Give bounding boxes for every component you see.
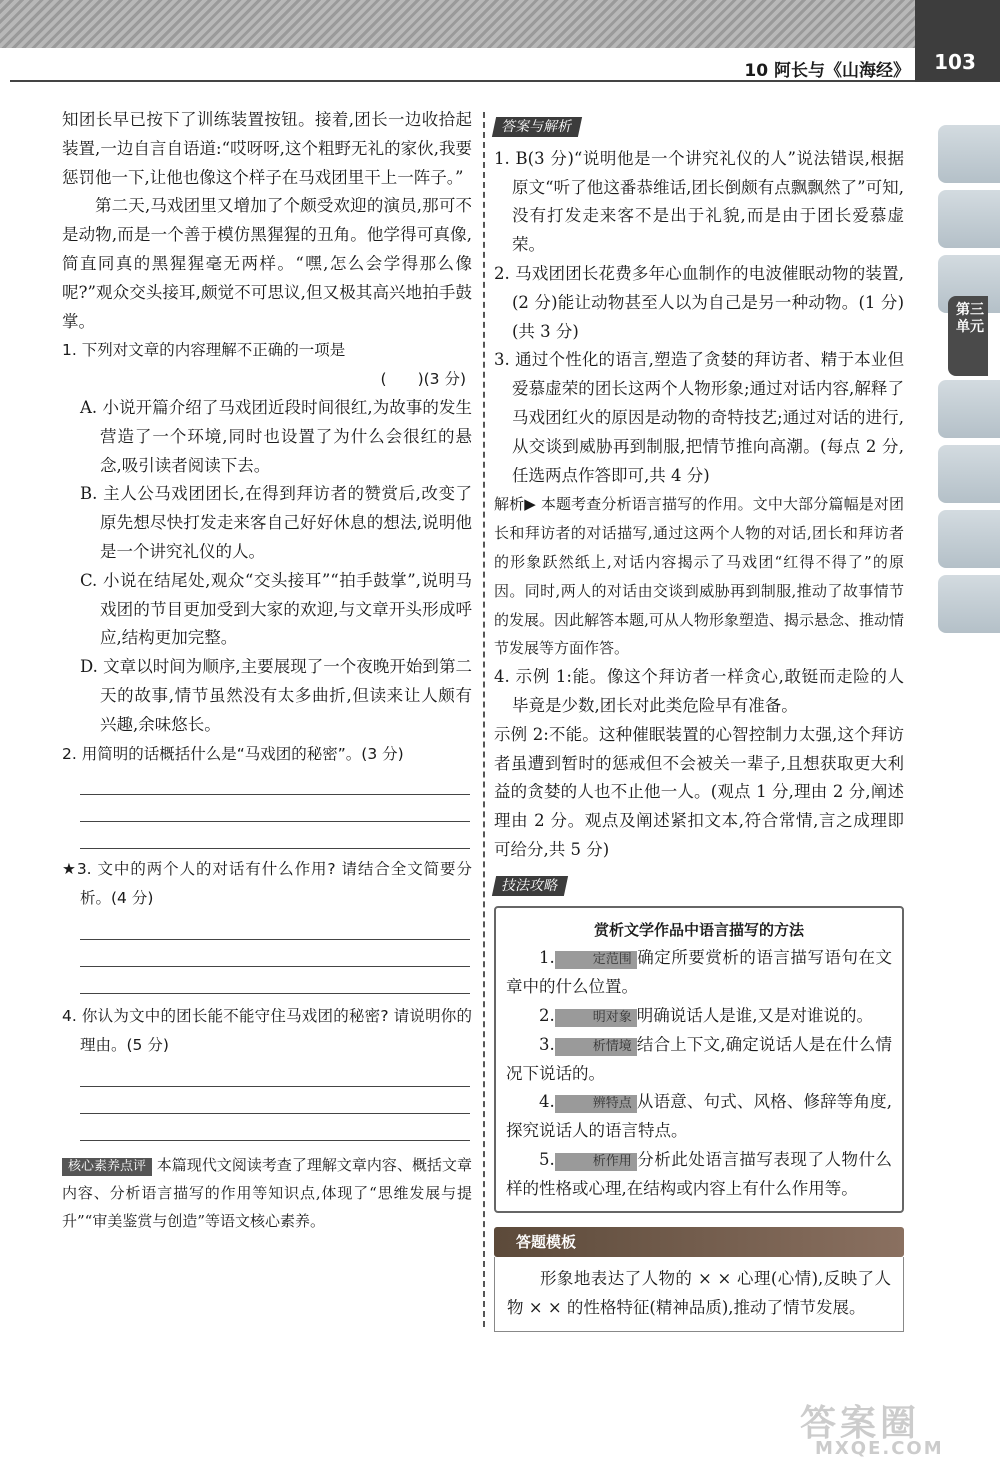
side-tab-unit-three[interactable]: 第三单元	[948, 296, 988, 376]
answer-line[interactable]	[80, 768, 470, 795]
question-1-option-b: B. 主人公马戏团团长,在得到拜访者的赞赏后,改变了原先想尽快打发走来客自己好好休息的想法,说明他是一个讲究礼仪的人。	[80, 484, 472, 561]
story-paragraph-1: 知团长早已按下了训练装置按钮。接着,团长一边收拾起装置,一边自言自语道:“哎呀呀,这个粗野无礼的家伙,我要惩罚他一下,让他也像这个样子在马戏团里干上一阵子。”	[62, 110, 472, 187]
step-tag: 辨特点	[555, 1095, 637, 1113]
answer-3: 3. 通过个性化的语言,塑造了贪婪的拜访者、精于本业但爱慕虚荣的团长这两个人物形象;通过对话内容,解释了马戏团红火的原因是动物的奇特技艺;通过对话的进行,从交谈到威胁再到制服,把情节推向高潮。(每点 2 分,任选两点作答即可,共 4 分)	[494, 350, 904, 485]
question-4: 4. 你认为文中的团长能不能守住马戏团的秘密? 请说明你的理由。(5 分)	[62, 1006, 472, 1054]
right-column	[494, 112, 904, 1332]
step-tag: 析作用	[555, 1153, 637, 1171]
answer-line[interactable]	[80, 1114, 470, 1141]
question-1-option-c: C. 小说在结尾处,观众“交头接耳”“拍手鼓掌”,说明马戏团的节目更加受到大家的欢迎,与文章开头形成呼应,结构更加完整。	[80, 570, 472, 648]
watermark-logo: 答案圈	[800, 1403, 921, 1444]
answer-analysis-tag: 答案与解析	[492, 117, 582, 137]
column-divider	[483, 112, 485, 1327]
core-literacy-comment	[62, 1151, 472, 1235]
technique-tag: 技法攻略	[492, 876, 568, 896]
step-tag: 定范围	[555, 951, 637, 969]
page-number: 103	[934, 50, 976, 74]
question-1-score: ( )(3 分)	[380, 370, 466, 389]
left-column	[62, 106, 472, 1235]
answer-line[interactable]	[80, 1060, 470, 1087]
step-tag: 明对象	[555, 1009, 637, 1027]
answer-4-example-1: 4. 示例 1:能。像这个拜访者一样贪心,敢铤而走险的人毕竟是少数,团长对此类危险早有准备。	[494, 667, 904, 715]
technique-title: 赏析文学作品中语言描写的方法	[593, 920, 804, 939]
answer-template-box	[494, 1257, 904, 1332]
answer-line[interactable]	[80, 913, 470, 940]
answer-line[interactable]	[80, 795, 470, 822]
question-1-option-a: A. 小说开篇介绍了马戏团近段时间很红,为故事的发生营造了一个环境,同时也设置了为什么会很红的悬念,吸引读者阅读下去。	[80, 397, 472, 475]
answer-template-header: 答题模板	[494, 1227, 904, 1257]
question-3: ★3. 文中的两个人的对话有什么作用? 请结合全文简要分析。(4 分)	[62, 860, 472, 908]
answer-template-text: 形象地表达了人物的 × × 心理(心情),反映了人物 × × 的性格特征(精神品质),推动了情节发展。	[507, 1269, 891, 1318]
side-tab-6[interactable]	[938, 445, 1000, 503]
answer-1: 1. B(3 分)“说明他是一个讲究礼仪的人”说法错误,根据原文“听了他这番恭维话,团长倒颇有点飘飘然了”可知,没有打发走来客不是出于礼貌,而是由于团长爱慕虚荣。	[494, 148, 904, 255]
side-tab-8[interactable]	[938, 575, 1000, 633]
story-paragraph-2: 第二天,马戏团里又增加了个颇受欢迎的演员,那可不是动物,而是一个善于模仿黑猩猩的丑角。他学得可真像,简直同真的黑猩猩毫无两样。“嘿,怎么会学得那么像呢?”观众交头接耳,颇觉不可思议,但又极其高兴地拍手鼓掌。	[62, 196, 472, 331]
answer-line[interactable]	[80, 1087, 470, 1114]
question-1-option-d: D. 文章以时间为顺序,主要展现了一个夜晚开始到第二天的故事,情节虽然没有太多曲折,但读来让人颇有兴趣,余味悠长。	[80, 657, 472, 734]
analysis-text: 解析▶ 本题考查分析语言描写的作用。文中大部分篇幅是对团长和拜访者的对话描写,通过这两个人物的对话,团长和拜访者的形象跃然纸上,对话内容揭示了马戏团“红得不得了”的原因。同时,两人的对话由交谈到威胁再到制服,推动了故事情节的发展。因此解答本题,可从人物形象塑造、揭示悬念、推动情节发展等方面作答。	[494, 495, 904, 658]
side-tab-7[interactable]	[938, 510, 1000, 568]
answer-2: 2. 马戏团团长花费多年心血制作的电波催眠动物的装置,(2 分)能让动物甚至人以为自己是另一种动物。(1 分)(共 3 分)	[494, 263, 904, 341]
core-literacy-text: 本篇现代文阅读考查了理解文章内容、概括文章内容、分析语言描写的作用等知识点,体现了“思维发展与提升”“审美鉴赏与创造”等语文核心素养。	[62, 1155, 472, 1230]
side-tab-2[interactable]	[938, 190, 1000, 248]
technique-step-4: 4. 辨特点 从语意、句式、风格、修辞等角度,探究说话人的语言特点。	[506, 1092, 892, 1141]
technique-step-3: 3. 析情境 结合上下文,确定说话人是在什么情况下说话的。	[506, 1034, 892, 1083]
answer-line[interactable]	[80, 822, 470, 849]
answer-line[interactable]	[80, 940, 470, 967]
side-tab-1[interactable]	[938, 125, 1000, 183]
technique-box	[494, 906, 904, 1214]
watermark-url: MXQE.COM	[815, 1438, 944, 1459]
header-band	[0, 0, 915, 48]
answer-4-example-2: 示例 2:不能。这种催眠装置的心智控制力太强,这个拜访者虽遭到暂时的惩戒但不会被关一辈子,且想获取更大利益的贪婪的人也不止他一人。(观点 1 分,理由 2 分,阐述理由 2 分。观点及阐述紧扣文本,符合常情,言之成理即可给分,共 5 分)	[494, 724, 904, 859]
technique-step-2: 2. 明对象 明确说话人是谁,又是对谁说的。	[539, 1005, 874, 1025]
question-2: 2. 用简明的话概括什么是“马戏团的秘密”。(3 分)	[62, 744, 404, 763]
lesson-title: 10 阿长与《山海经》	[744, 61, 910, 81]
core-literacy-tag: 核心素养点评	[62, 1158, 152, 1176]
answer-line[interactable]	[80, 967, 470, 994]
question-1: 1. 下列对文章的内容理解不正确的一项是	[62, 341, 346, 360]
step-tag: 析情境	[555, 1038, 637, 1056]
technique-step-1: 1. 定范围 确定所要赏析的语言描写语句在文章中的什么位置。	[506, 948, 892, 997]
technique-step-5: 5. 析作用 分析此处语言描写表现了人物什么样的性格或心理,在结构或内容上有什么作用等。	[506, 1149, 892, 1198]
side-tab-5[interactable]	[938, 380, 1000, 438]
